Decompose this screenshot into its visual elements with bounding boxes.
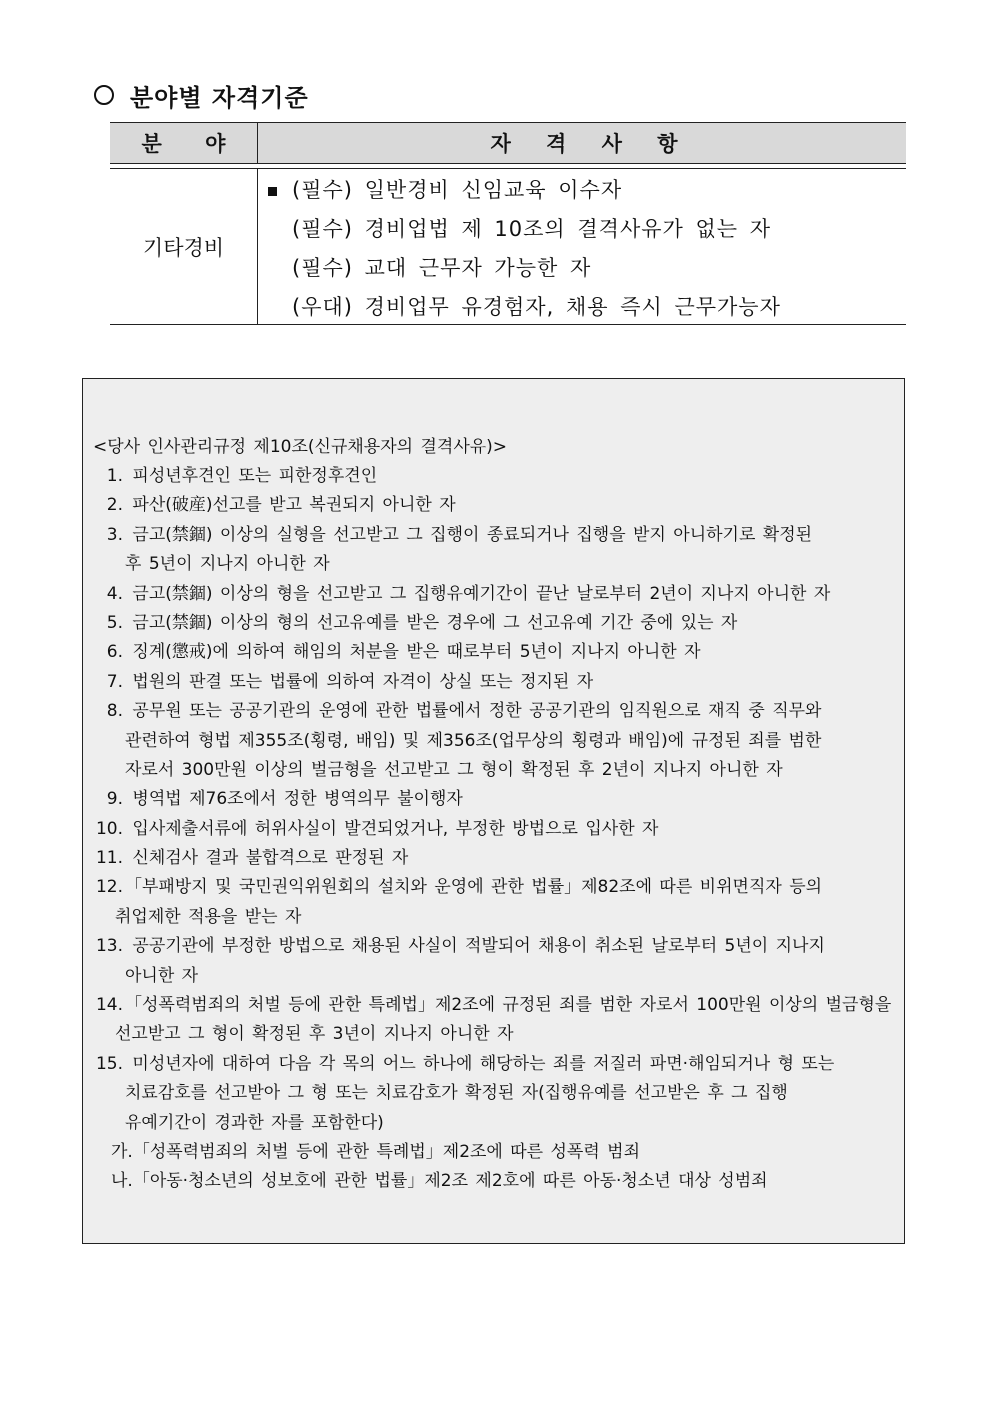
list-item: 1. 피성년후견인 또는 피한정후견인 <box>106 466 378 486</box>
list-item-continuation: 취업제한 적용을 받는 자 <box>115 906 302 927</box>
list-item: 10. 입사제출서류에 허위사실이 발견되었거나, 부정한 방법으로 입사한 자 <box>95 818 659 839</box>
list-item-continuation: 관련하여 형법 제355조(횡령, 배임) 및 제356조(업무상의 횡령과 배임)에 규정된 죄를 범한 <box>125 730 822 751</box>
requirement-line: (필수) 교대 근무자 가능한 자 <box>292 256 592 280</box>
list-item: 4. 금고(禁錮) 이상의 형을 선고받고 그 집행유예기간이 끝난 날로부터 2년이 지나지 아니한 자 <box>106 583 831 604</box>
list-item: 15. 미성년자에 대하여 다음 각 목의 어느 하나에 해당하는 죄를 저질러 파면·해임되거나 형 또는 <box>95 1053 835 1074</box>
section-title <box>94 78 309 112</box>
requirements-cell <box>258 169 906 324</box>
list-item: 13. 공공기관에 부정한 방법으로 채용된 사실이 적발되어 채용이 취소된 날로부터 5년이 지나지 <box>95 936 825 957</box>
list-item-continuation: 치료감호를 선고받아 그 형 또는 치료감호가 확정된 자(집행유예를 선고받은 후 그 집행 <box>125 1083 788 1104</box>
header-field: 분 야 <box>110 123 258 163</box>
list-item: 11. 신체검사 결과 불합격으로 판정된 자 <box>95 848 409 869</box>
list-item: 14. 「성폭력범죄의 처벌 등에 관한 특례법」제2조에 규정된 죄를 범한 자로서 100만원 이상의 벌금형을 <box>95 995 892 1016</box>
list-item: 8. 공무원 또는 공공기관의 운영에 관한 법률에서 정한 공공기관의 임직원으로 재직 중 직무와 <box>106 701 822 722</box>
list-item-continuation: 선고받고 그 형이 확정된 후 3년이 지나지 아니한 자 <box>115 1024 514 1045</box>
requirement-line: (우대) 경비업무 유경험자, 채용 즉시 근무가능자 <box>292 295 781 319</box>
list-item-continuation: 자로서 300만원 이상의 벌금형을 선고받고 그 형이 확정된 후 2년이 지나지 아니한 자 <box>125 759 783 780</box>
disqualification-rules-box <box>82 378 905 1244</box>
rules-title: <당사 인사관리규정 제10조(신규채용자의 결격사유)> <box>93 437 508 457</box>
field-cell: 기타경비 <box>110 169 258 324</box>
section-title-text: 분야별 자격기준 <box>130 83 309 112</box>
qualification-table <box>110 122 906 325</box>
list-item: 2. 파산(破産)선고를 받고 복권되지 아니한 자 <box>106 495 456 516</box>
circle-bullet-icon <box>94 85 114 105</box>
requirement-line: (필수) 경비업법 제 10조의 결격사유가 없는 자 <box>292 217 772 241</box>
rules-list <box>93 462 901 1197</box>
list-item-continuation: 후 5년이 지나지 아니한 자 <box>125 554 330 575</box>
list-item-continuation: 아니한 자 <box>125 965 199 986</box>
list-item: 3. 금고(禁錮) 이상의 실형을 선고받고 그 집행이 종료되거나 집행을 받지 아니하기로 확정된 <box>106 524 813 545</box>
list-item: 7. 법원의 판결 또는 법률에 의하여 자격이 상실 또는 정지된 자 <box>106 671 594 692</box>
list-item: 5. 금고(禁錮) 이상의 형의 선고유예를 받은 경우에 그 선고유예 기간 중에 있는 자 <box>106 612 738 633</box>
list-item: 12. 「부패방지 및 국민권익위원회의 설치와 운영에 관한 법률」제82조에 따른 비위면직자 등의 <box>95 877 823 898</box>
sub-item: 가.「성폭력범죄의 처벌 등에 관한 특례법」제2조에 따른 성폭력 범죄 <box>111 1141 641 1162</box>
header-requirements: 자 격 사 항 <box>490 132 692 156</box>
sub-item: 나.「아동·청소년의 성보호에 관한 법률」제2조 제2호에 따른 아동·청소년 대상 성범죄 <box>111 1171 768 1192</box>
list-item: 9. 병역법 제76조에서 정한 병역의무 불이행자 <box>106 789 463 810</box>
list-item: 6. 징계(懲戒)에 의하여 해임의 처분을 받은 때로부터 5년이 지나지 아니한 자 <box>106 642 701 663</box>
list-item-continuation: 유예기간이 경과한 자를 포함한다) <box>125 1112 384 1133</box>
requirement-line: (필수) 일반경비 신임교육 이수자 <box>292 178 623 202</box>
table-header <box>110 122 906 163</box>
table-row <box>110 169 906 325</box>
square-bullet-icon <box>268 187 277 196</box>
